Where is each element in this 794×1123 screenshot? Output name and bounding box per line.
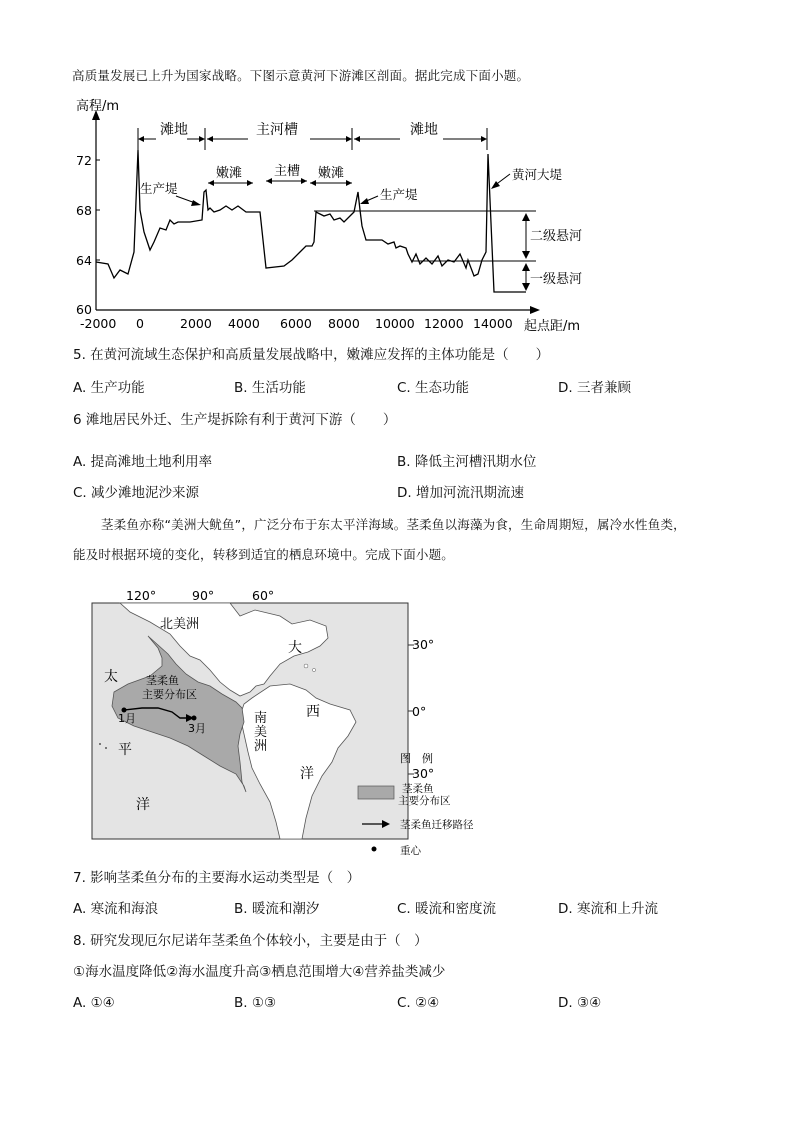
x-tick-8000: 8000 xyxy=(328,316,360,331)
x-tick-neg2000: -2000 xyxy=(80,316,117,331)
legend-area-label-2: 主要分布区 xyxy=(398,795,451,807)
legend-area-label: 茎柔鱼 xyxy=(402,783,434,795)
zone-left-label: 滩地 xyxy=(160,122,188,138)
q5-option-a[interactable]: A. 生产功能 xyxy=(73,380,145,396)
legend-route-label: 茎柔鱼迁移路径 xyxy=(400,819,474,831)
mar-label: 3月 xyxy=(188,722,206,735)
intro-text-2a: 茎柔鱼亦称“美洲大鱿鱼”，广泛分布于东太平洋海域。茎柔鱼以海藻为食，生命周期短，属冷水性鱼类， xyxy=(101,517,686,532)
dike-left-label: 生产堤 xyxy=(140,181,178,196)
atlantic-label-2: 西 xyxy=(306,704,320,720)
south-america-label-2: 美 xyxy=(254,725,268,740)
q5-option-d[interactable]: D. 三者兼顾 xyxy=(558,380,631,396)
level2-label: 二级悬河 xyxy=(530,229,583,244)
nen-right-label: 嫩滩 xyxy=(318,166,345,181)
q5-stem: 5. 在黄河流域生态保护和高质量发展战略中，嫩滩应发挥的主体功能是（ ） xyxy=(73,347,550,363)
q7-stem: 7. 影响茎柔鱼分布的主要海水运动类型是（ ） xyxy=(73,870,361,886)
y-tick-60: 60 xyxy=(76,302,92,317)
x-tick-6000: 6000 xyxy=(280,316,312,331)
lon-90-label: 90° xyxy=(192,588,215,603)
lat-0-label: 0° xyxy=(412,704,427,719)
pacific-label-3: 洋 xyxy=(136,797,150,813)
lon-120-label: 120° xyxy=(126,588,157,603)
lon-60-label: 60° xyxy=(252,588,275,603)
q8-stem: 8. 研究发现厄尔尼诺年茎柔鱼个体较小，主要是由于（ ） xyxy=(73,933,428,949)
jan-label: 1月 xyxy=(118,712,136,725)
q7-option-a[interactable]: A. 寒流和海浪 xyxy=(73,901,159,917)
south-america-label-1: 南 xyxy=(254,711,268,726)
q8-option-d[interactable]: D. ③④ xyxy=(558,995,602,1011)
q5-option-b[interactable]: B. 生活功能 xyxy=(234,380,306,396)
legend-area-swatch xyxy=(358,786,394,799)
zhu-cao-label: 主槽 xyxy=(274,164,301,179)
x-tick-0: 0 xyxy=(136,316,144,331)
q8-option-b[interactable]: B. ①③ xyxy=(234,995,277,1011)
river-profile-figure xyxy=(70,92,600,337)
center-point-mar xyxy=(192,716,197,721)
squid-area-label: 茎柔鱼 xyxy=(146,674,179,687)
lat-30s-label: 30° xyxy=(412,766,435,781)
intro-text-1: 高质量发展已上升为国家战略。下图示意黄河下游滩区剖面。据此完成下面小题。 xyxy=(72,68,530,83)
q7-option-d[interactable]: D. 寒流和上升流 xyxy=(558,901,658,917)
y-tick-68: 68 xyxy=(76,203,92,218)
x-tick-2000: 2000 xyxy=(180,316,212,331)
nen-left-label: 嫩滩 xyxy=(216,166,243,181)
pacific-label-1: 太 xyxy=(104,669,118,685)
legend-center-label: 重心 xyxy=(400,845,421,857)
zone-right-label: 滩地 xyxy=(410,122,438,138)
north-america-label: 北美洲 xyxy=(160,617,200,632)
q7-option-c[interactable]: C. 暖流和密度流 xyxy=(397,901,497,917)
x-axis-label: 起点距/m xyxy=(524,319,581,334)
q5-option-c[interactable]: C. 生态功能 xyxy=(397,380,470,396)
x-tick-4000: 4000 xyxy=(228,316,260,331)
q8-option-c[interactable]: C. ②④ xyxy=(397,995,440,1011)
y-axis-label: 高程/m xyxy=(76,99,120,114)
q7-option-b[interactable]: B. 暖流和潮汐 xyxy=(234,901,320,917)
intro-text-2b: 能及时根据环境的变化，转移到适宜的栖息环境中。完成下面小题。 xyxy=(73,547,455,562)
x-tick-10000: 10000 xyxy=(375,316,415,331)
squid-distribution-map xyxy=(80,586,560,866)
profile-line xyxy=(96,150,526,292)
south-america-label-3: 洲 xyxy=(254,739,268,754)
legend-center-dot xyxy=(372,847,377,852)
q6-option-d[interactable]: D. 增加河流汛期流速 xyxy=(397,485,524,501)
q8-items: ①海水温度降低②海水温度升高③栖息范围增大④营养盐类减少 xyxy=(73,964,446,980)
x-tick-12000: 12000 xyxy=(424,316,464,331)
zone-main-label: 主河槽 xyxy=(256,122,298,138)
q6-stem: 6 滩地居民外迁、生产堤拆除有利于黄河下游（ ） xyxy=(73,412,397,428)
y-tick-72: 72 xyxy=(76,153,92,168)
q8-option-a[interactable]: A. ①④ xyxy=(73,995,115,1011)
x-tick-14000: 14000 xyxy=(473,316,513,331)
lat-30n-label: 30° xyxy=(412,637,435,652)
x-axis-arrow xyxy=(530,306,540,314)
pacific-label-2: 平 xyxy=(118,742,132,758)
level1-label: 一级悬河 xyxy=(530,272,583,287)
legend-title: 图 例 xyxy=(400,752,433,765)
atlantic-label-1: 大 xyxy=(288,640,302,656)
q6-option-b[interactable]: B. 降低主河槽汛期水位 xyxy=(397,454,537,470)
levee-label: 黄河大堤 xyxy=(512,167,563,182)
atlantic-label-3: 洋 xyxy=(300,766,314,782)
squid-area-label-2: 主要分布区 xyxy=(142,688,197,701)
y-tick-64: 64 xyxy=(76,253,92,268)
q6-option-a[interactable]: A. 提高滩地土地利用率 xyxy=(73,454,213,470)
dike-right-label: 生产堤 xyxy=(380,187,418,202)
q6-option-c[interactable]: C. 减少滩地泥沙来源 xyxy=(73,485,200,501)
